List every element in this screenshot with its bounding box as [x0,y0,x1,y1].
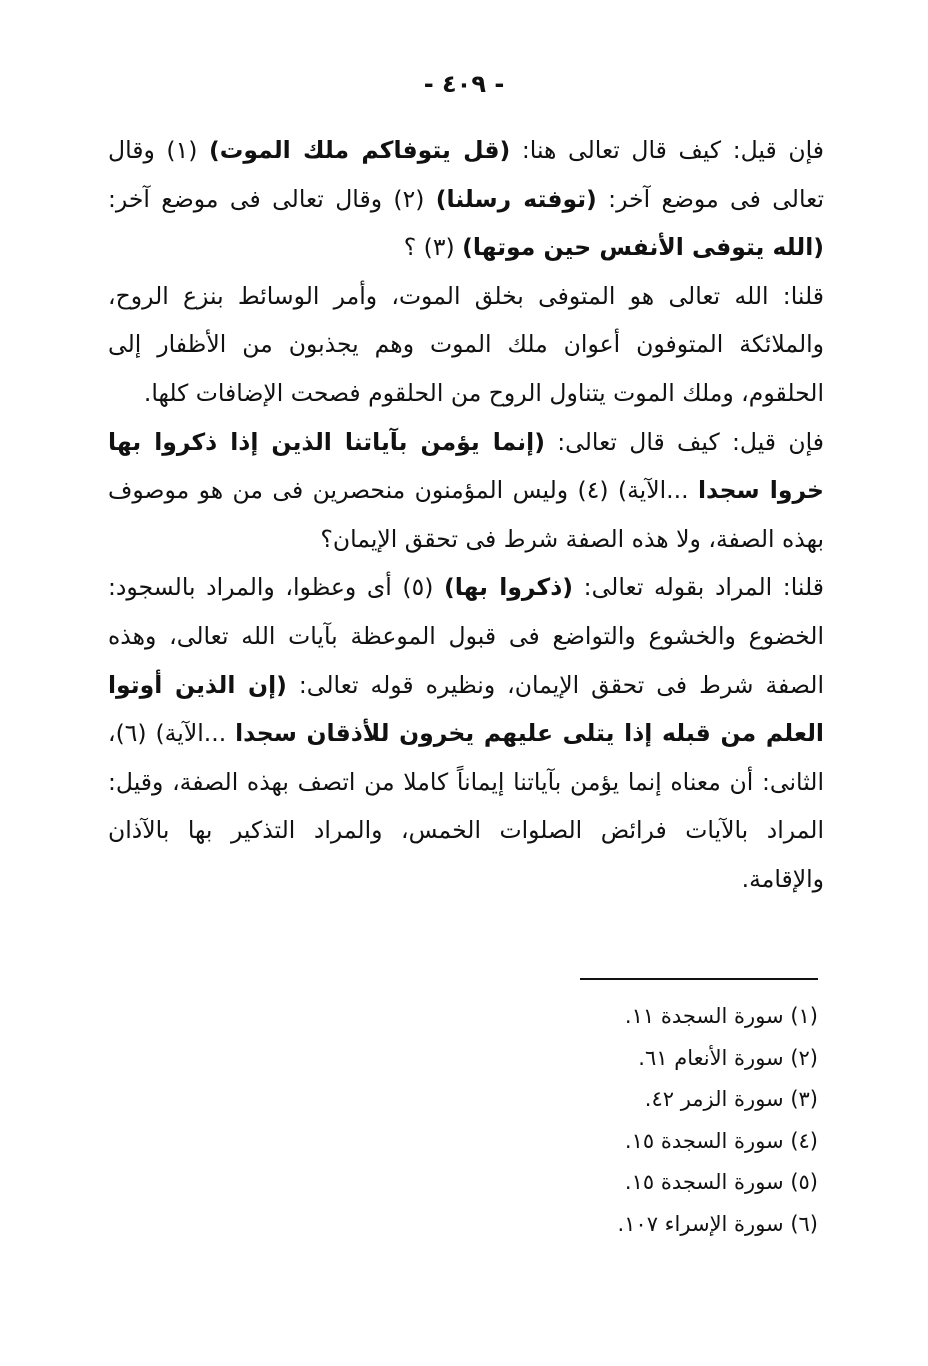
quran-quote: (إنما يؤمن بآياتنا الذين إذا ذكروا بها خروا سجدا [108,427,824,505]
paragraph-question-1 [108,126,824,272]
text-segment: (٥) أى وعظوا، والمراد بالسجود: الخضوع والخشوع والتواضع فى قبول الموعظة بآيات الله تعالى، وهذه الصفة شرط فى تحقق الإيمان، ونظيره قوله تعالى: [108,573,824,699]
quran-quote: (ذكروا بها) [444,573,574,602]
footnote-item: (٤) سورة السجدة ١٥. [624,1128,818,1153]
main-text [108,126,824,904]
quran-quote: (قل يتوفاكم ملك الموت) [209,136,511,164]
text-segment: قلنا: الله تعالى هو المتوفى بخلق الموت، وأمر الوسائط بنزع الروح، والملائكة المتوفون أعوان ملك الموت وهم يجذبون من الأظفار إلى الحلقوم، وملك الموت يتناول الروح من الحلقوم فصحت الإضافات كلها. [108,281,824,407]
text-segment: ...الآية) (٦)، الثانى: أن معناه إنما يؤمن بآياتنا إيماناً كاملا من اتصف بهذه الصفة، وقيل: المراد بالآيات فرائض الصلوات الخمس، والمراد التذكير بها بالآذان والإقامة. [108,719,824,893]
footnote-item: (١) سورة السجدة ١١. [624,1004,818,1028]
quran-quote: (الله يتوفى الأنفس حين موتها) [462,233,824,262]
page-number: - ٤٠٩ - [423,70,505,98]
footnote-item: (٥) سورة السجدة ١٥. [624,1170,818,1194]
text-segment: (١) وقال تعالى فى موضع آخر: [108,136,825,213]
paragraph-answer-2 [108,563,824,903]
footnote-item: (٦) سورة الإسراء ١٠٧. [617,1211,818,1236]
paragraph-answer-1 [108,272,824,418]
quran-quote: (إن الذين أوتوا العلم من قبله إذا يتلى عليهم يخرون للأذقان سجدا [108,670,824,748]
paragraph-question-2 [108,418,824,564]
text-segment: (٢) وقال تعالى فى موضع آخر: [108,184,436,213]
quran-quote: (توفته رسلنا) [435,184,597,213]
text-segment: (٣) ؟ [403,233,463,262]
footnote-item: (٣) سورة الزمر ٤٢. [644,1087,818,1111]
footnote-item: (٢) سورة الأنعام ٦١. [638,1045,818,1070]
text-segment: ...الآية) (٤) وليس المؤمنون منحصرين فى من هو موصوف بهذه الصفة، ولا هذه الصفة شرط فى تحقق الإيمان؟ [108,476,824,553]
text-segment: فإن قيل: كيف قال تعالى: [544,427,824,456]
footnotes-list [518,996,818,1245]
footnote-divider [580,978,818,980]
text-segment: قلنا: المراد بقوله تعالى: [573,573,824,602]
text-segment: فإن قيل: كيف قال تعالى هنا: [510,136,824,164]
